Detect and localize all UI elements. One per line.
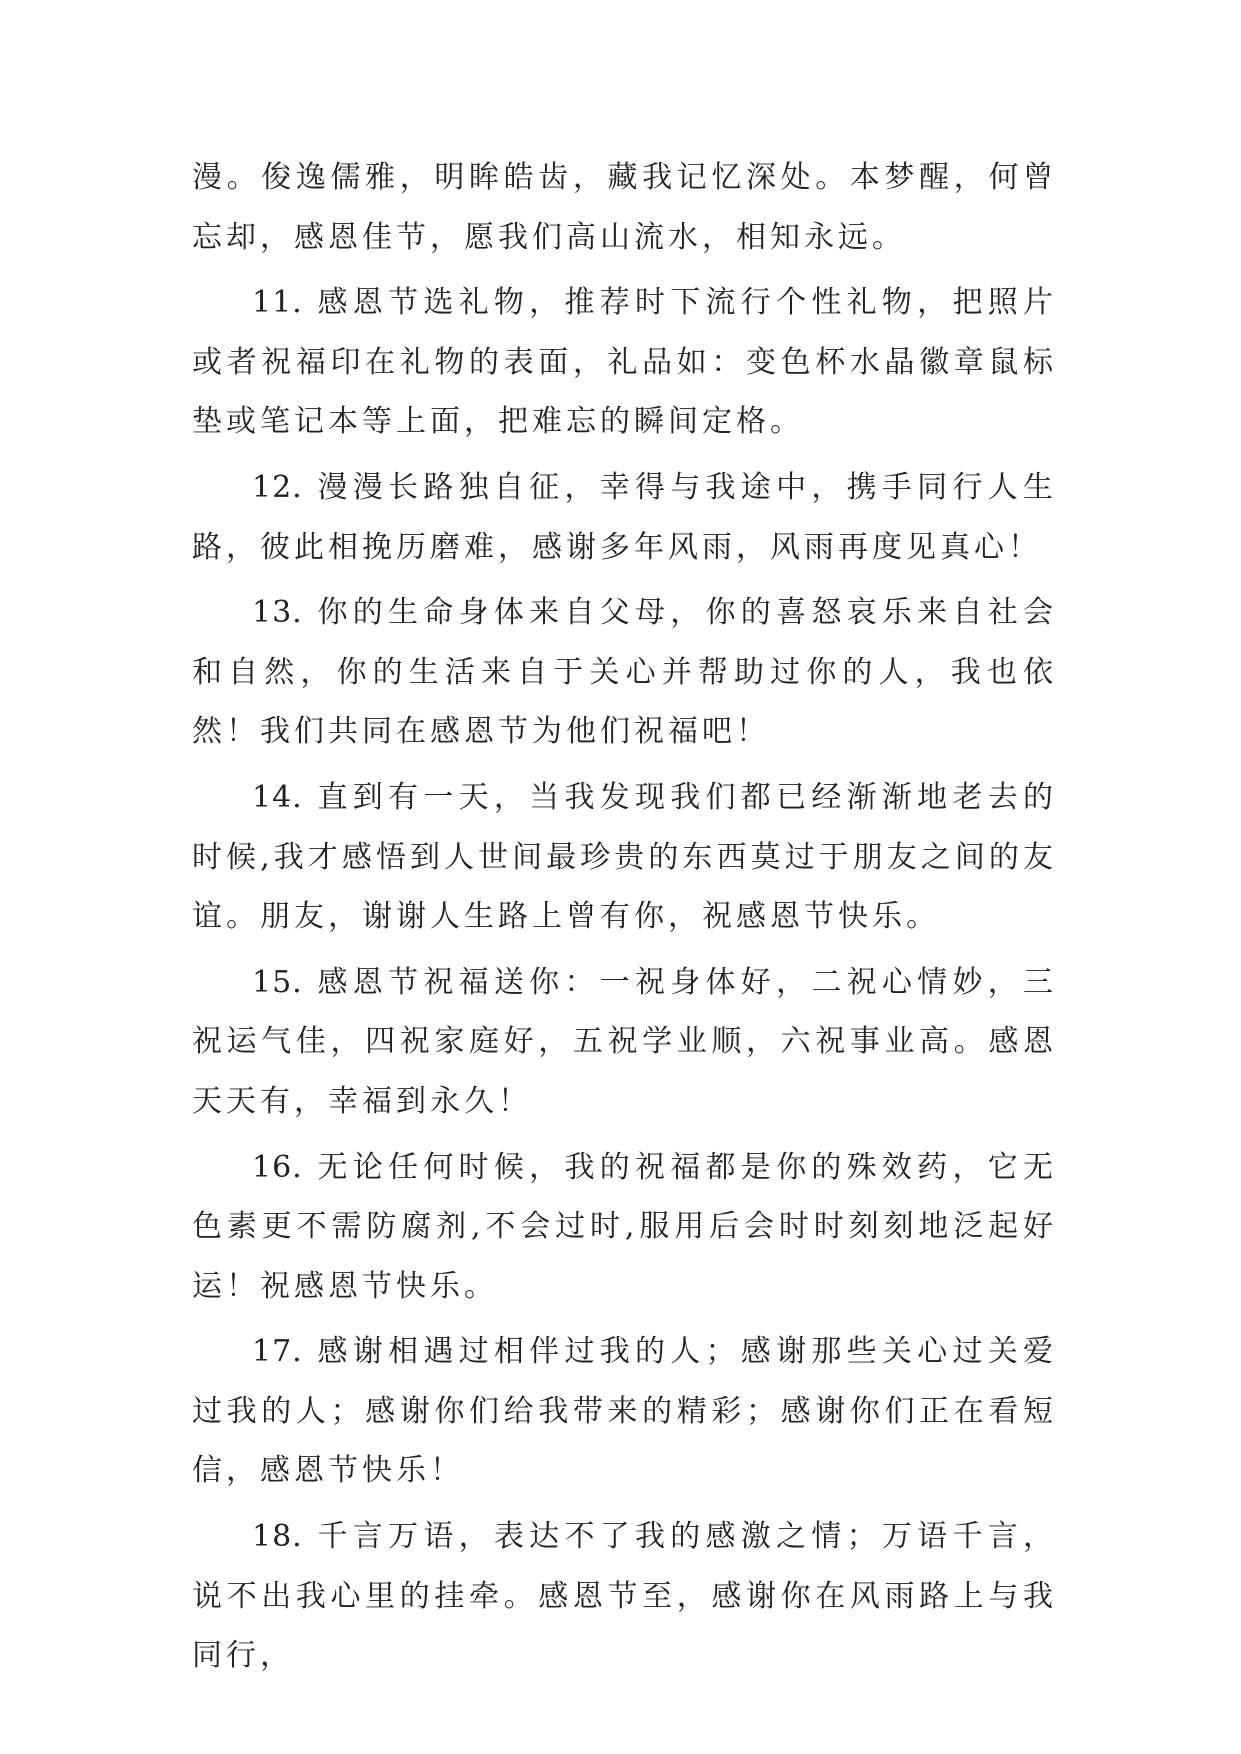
paragraph-item-11 xyxy=(192,273,1057,452)
paragraph-number: 12. xyxy=(252,469,303,505)
paragraph-text: 千言万语，表达不了我的感激之情；万语千言，说不出我心里的挂牵。感恩节至，感谢你在风雨路上与我同行， xyxy=(192,1519,1057,1674)
paragraph-item-12 xyxy=(192,458,1057,577)
paragraph-text: 漫漫长路独自征，幸得与我途中，携手同行人生路，彼此相挽历磨难，感谢多年风雨，风雨再度见真心！ xyxy=(192,469,1057,565)
paragraph-number: 16. xyxy=(252,1149,303,1185)
paragraph-text: 直到有一天，当我发现我们都已经渐渐地老去的时候,我才感悟到人世间最珍贵的东西莫过于朋友之间的友谊。朋友，谢谢人生路上曾有你，祝感恩节快乐。 xyxy=(192,779,1057,935)
paragraph-item-18 xyxy=(192,1507,1057,1686)
document-body xyxy=(192,148,1057,1692)
paragraph-number: 14. xyxy=(252,779,303,815)
paragraph-item-15 xyxy=(192,953,1057,1132)
paragraph-text: 无论任何时候，我的祝福都是你的殊效药，它无色素更不需防腐剂,不会过时,服用后会时时刻刻地泛起好运！祝感恩节快乐。 xyxy=(192,1149,1057,1304)
paragraph-item-13 xyxy=(192,583,1057,762)
paragraph-text: 你的生命身体来自父母，你的喜怒哀乐来自社会和自然，你的生活来自于关心并帮助过你的人，我也依然！我们共同在感恩节为他们祝福吧！ xyxy=(192,595,1057,750)
paragraph-text: 感谢相遇过相伴过我的人；感谢那些关心过关爱过我的人；感谢你们给我带来的精彩；感谢你们正在看短信，感恩节快乐！ xyxy=(192,1334,1057,1489)
paragraph-item-16 xyxy=(192,1138,1057,1317)
paragraph-number: 17. xyxy=(252,1334,303,1370)
paragraph-text: 感恩节祝福送你：一祝身体好，二祝心情妙，三祝运气佳，四祝家庭好，五祝学业顺，六祝事业高。感恩天天有，幸福到永久！ xyxy=(192,964,1057,1119)
paragraph-number: 15. xyxy=(252,964,303,1000)
paragraph-number: 13. xyxy=(252,595,303,631)
paragraph-number: 11. xyxy=(252,285,303,321)
paragraph-text: 感恩节选礼物，推荐时下流行个性礼物，把照片或者祝福印在礼物的表面，礼品如：变色杯水晶徽章鼠标垫或笔记本等上面，把难忘的瞬间定格。 xyxy=(192,285,1057,440)
paragraph-item-17 xyxy=(192,1322,1057,1501)
paragraph-text: 漫。俊逸儒雅，明眸皓齿，藏我记忆深处。本梦醒，何曾忘却，感恩佳节，愿我们高山流水，相知永远。 xyxy=(192,160,1057,255)
paragraph-number: 18. xyxy=(252,1519,303,1555)
paragraph-item-14 xyxy=(192,768,1057,947)
paragraph-continuation xyxy=(192,148,1057,267)
